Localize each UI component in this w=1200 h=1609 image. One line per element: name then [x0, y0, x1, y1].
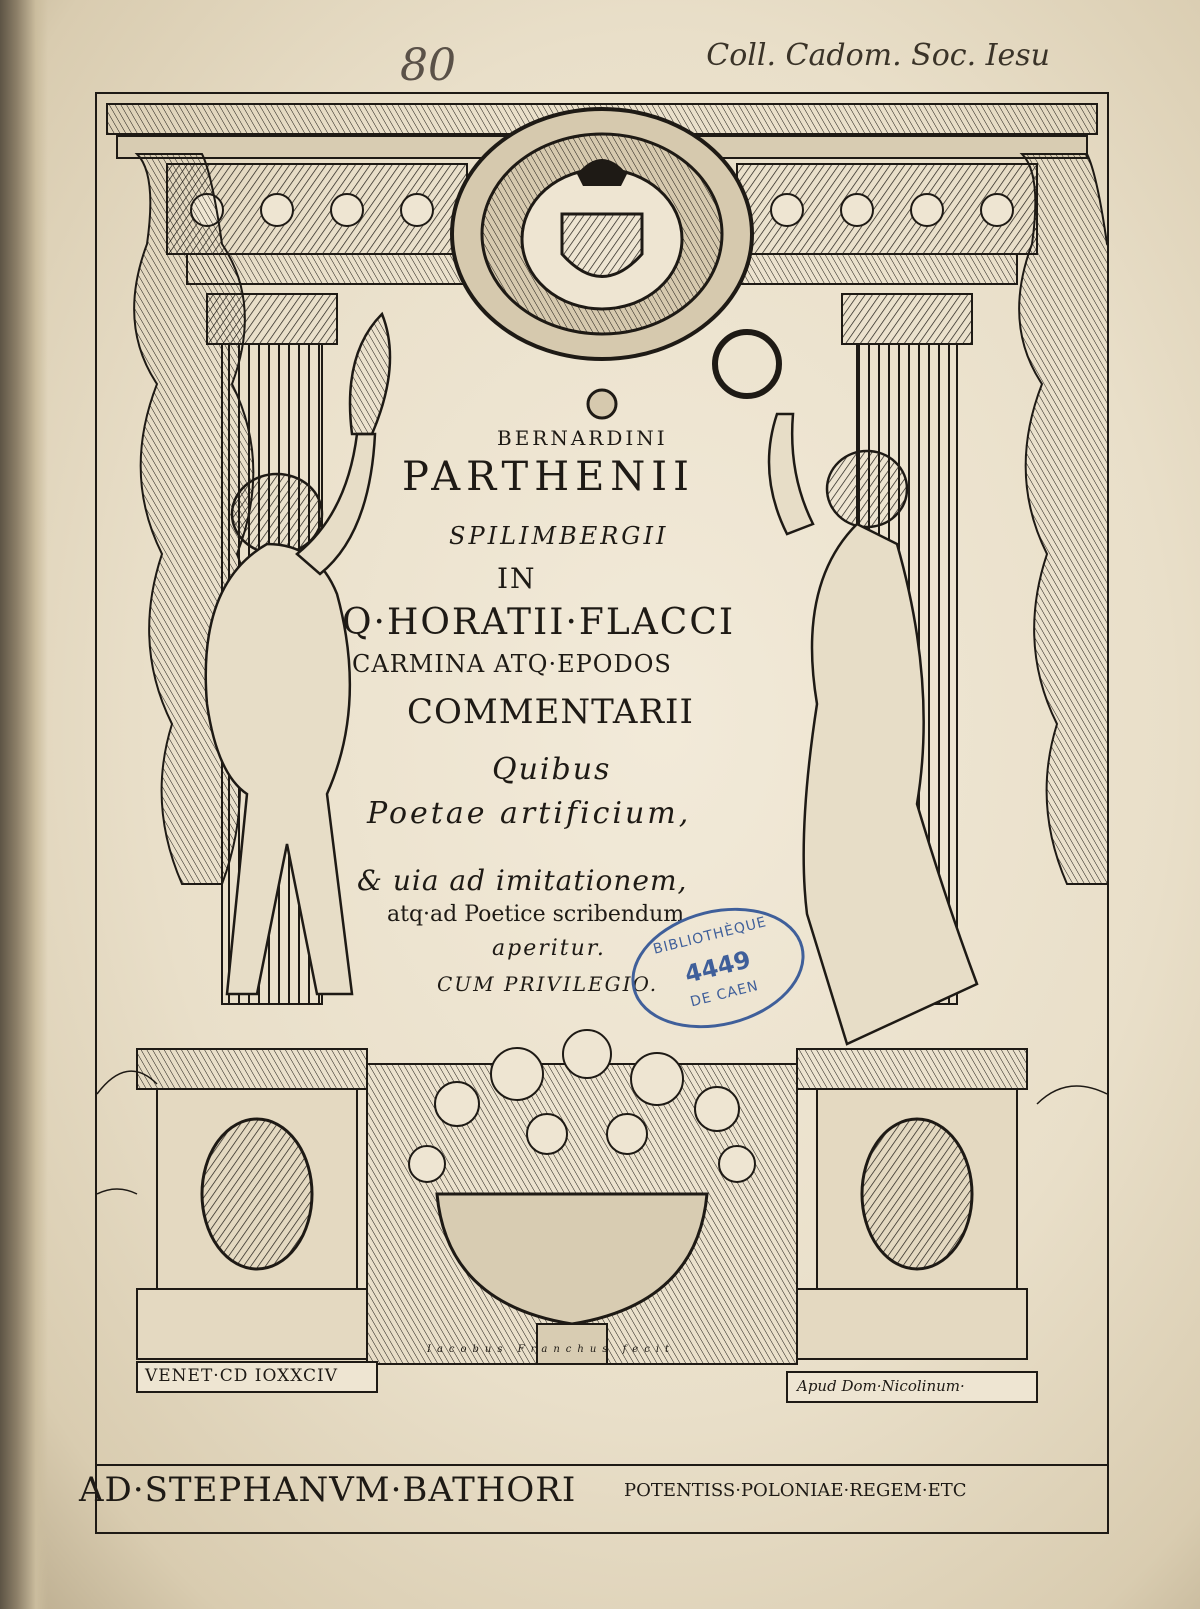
- title-aperitur: aperitur.: [492, 936, 606, 961]
- dedication-main: AD·STEPHANVM·BATHORI: [79, 1470, 577, 1510]
- title-author-first: BERNARDINI: [497, 426, 668, 450]
- title-quibus: Quibus: [492, 752, 612, 787]
- ownership-inscription: Coll. Cadom. Soc. Iesu: [706, 38, 1050, 73]
- engraved-frontispiece: [95, 92, 1109, 1466]
- stamp-top-text: BIBLIOTHÈQUE: [651, 914, 769, 958]
- title-poetae: Poetae artificium,: [367, 796, 692, 831]
- dedication-banner: [79, 1462, 1109, 1534]
- right-pedestal: [797, 1049, 1027, 1359]
- title-genre: COMMENTARII: [407, 692, 694, 732]
- title-atq: atq·ad Poetice scribendum: [387, 902, 685, 927]
- left-pedestal: [137, 1049, 367, 1359]
- stamp-number: 4449: [681, 945, 754, 989]
- title-work: Q·HORATII·FLACCI: [342, 602, 736, 643]
- pencil-shelfmark: 80: [400, 40, 456, 91]
- imprint-printer: Apud Dom·Nicolinum·: [797, 1377, 965, 1395]
- title-work-sub: CARMINA ATQ·EPODOS: [352, 650, 672, 678]
- engraver-signature: Iacobus Franchus fecit: [427, 1344, 676, 1355]
- right-fruit-festoon: [1019, 154, 1107, 884]
- royal-coat-of-arms: [452, 109, 752, 418]
- stamp-bottom-text: DE CAEN: [688, 977, 761, 1011]
- title-uia: & uia ad imitationem,: [357, 864, 688, 897]
- flower-vase: [367, 1030, 797, 1364]
- title-privilege: CUM PRIVILEGIO.: [437, 972, 659, 996]
- title-author-third: SPILIMBERGII: [449, 522, 669, 550]
- title-author-second: PARTHENII: [402, 454, 695, 500]
- title-prep: IN: [497, 562, 537, 595]
- imprint-place-date: VENET·CD IOXXCIV: [145, 1366, 339, 1386]
- dedication-sub: POTENTISS·POLONIAE·REGEM·ETC: [624, 1480, 967, 1501]
- book-binding-gutter: [0, 0, 48, 1609]
